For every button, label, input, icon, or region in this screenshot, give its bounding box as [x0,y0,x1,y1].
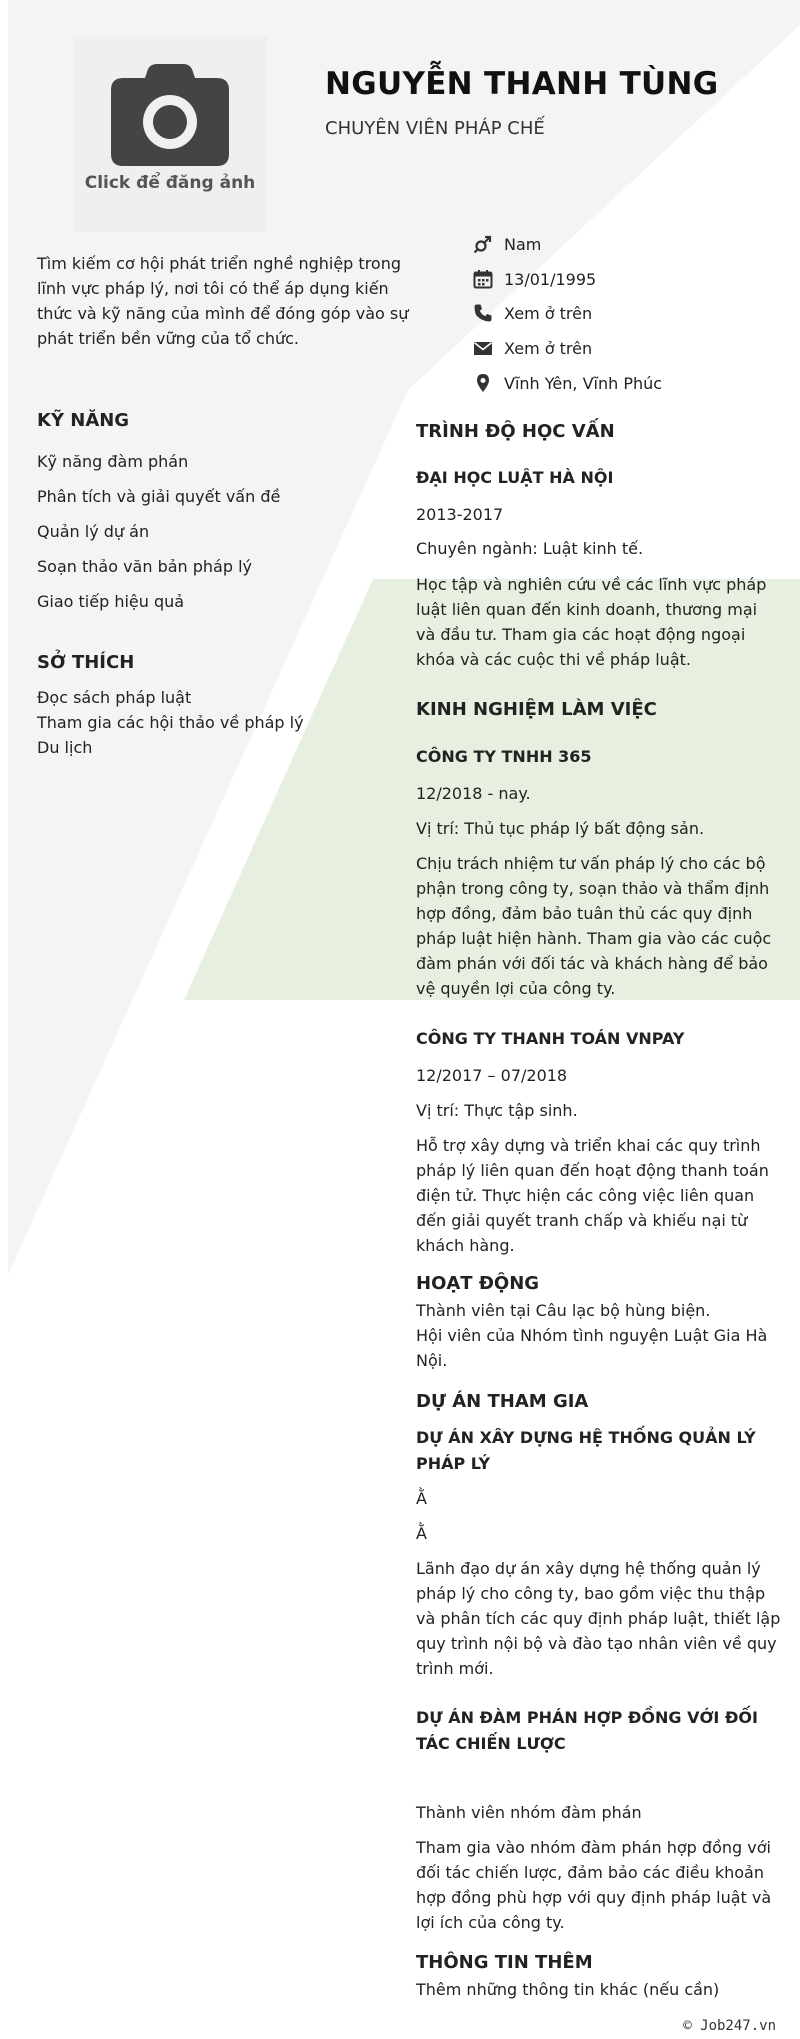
skill-item: Giao tiếp hiệu quả [37,592,185,611]
candidate-name: NGUYỄN THANH TÙNG [325,66,719,102]
phone-icon [473,303,493,323]
project-description: Lãnh đạo dự án xây dựng hệ thống quản lý pháp lý cho công ty, bao gồm việc thu thập và phân tích các quy định pháp luật, thiết lập quy trình nội bộ và đào tạo nhân viên về quy trình mới. [416,1559,781,1678]
hobby-item: Du lịch [37,738,93,757]
additional-heading: THÔNG TIN THÊM [416,1952,593,1973]
project-description: Tham gia vào nhóm đàm phán hợp đồng với đối tác chiến lược, đảm bảo các điều khoản hợp đồng phù hợp với quy định pháp luật và lợi ích của công ty. [416,1838,772,1932]
job-role: Vị trí: Thủ tục pháp lý bất động sản. [416,819,705,838]
additional-text: Thêm những thông tin khác (nếu cần) [416,1980,720,1999]
education-major: Chuyên ngành: Luật kinh tế. [416,539,644,558]
hobby-item: Đọc sách pháp luật [37,688,192,707]
camera-icon [111,62,229,166]
project-name: DỰ ÁN XÂY DỰNG HỆ THỐNG QUẢN LÝ PHÁP LÝ [416,1428,756,1473]
job-role: Vị trí: Thực tập sinh. [416,1101,578,1120]
skills-heading: KỸ NĂNG [37,410,130,431]
gender-icon [473,234,493,254]
job-period: 12/2017 – 07/2018 [416,1066,568,1085]
activities-heading: HOẠT ĐỘNG [416,1273,540,1294]
project-line: Ằ [416,1524,427,1543]
photo-caption: Click để đăng ảnh [84,173,256,193]
school-name: ĐẠI HỌC LUẬT HÀ NỘI [416,468,614,487]
experience-heading: KINH NGHIỆM LÀM VIỆC [416,699,657,720]
company-name: CÔNG TY THANH TOÁN VNPAY [416,1029,685,1048]
job-description: Chịu trách nhiệm tư vấn pháp lý cho các bộ phận trong công ty, soạn thảo và thẩm định hợp đồng, đảm bảo tuân thủ các quy định pháp luật hiện hành. Tham gia vào các cuộc đàm phán với đối tác và khách hàng để bảo vệ quyền lợi của công ty. [416,854,772,998]
project-line: Ằ [416,1489,427,1508]
company-name: CÔNG TY TNHH 365 [416,747,592,766]
info-location: Vĩnh Yên, Vĩnh Phúc [473,371,662,395]
info-email: Xem ở trên [473,336,592,360]
footer-watermark: © Job247.vn [683,2018,776,2034]
skill-item: Kỹ năng đàm phán [37,452,189,471]
project-name: DỰ ÁN ĐÀM PHÁN HỢP ĐỒNG VỚI ĐỐI TÁC CHIẾN LƯỢC [416,1708,758,1753]
job-title: CHUYÊN VIÊN PHÁP CHẾ [325,118,545,139]
skill-item: Quản lý dự án [37,522,150,541]
photo-upload[interactable] [73,36,267,232]
skill-item: Phân tích và giải quyết vấn đề [37,487,281,506]
info-phone: Xem ở trên [473,301,592,325]
info-birthdate: 13/01/1995 [473,267,596,291]
hobbies-list [37,685,304,760]
activity-item: Thành viên tại Câu lạc bộ hùng biện. [416,1301,711,1320]
education-heading: TRÌNH ĐỘ HỌC VẤN [416,421,615,442]
skill-item: Soạn thảo văn bản pháp lý [37,557,253,576]
education-years: 2013-2017 [416,505,504,524]
skills-list [37,452,280,627]
info-gender: Nam [473,232,541,256]
calendar-icon [473,269,493,289]
activity-item: Hội viên của Nhóm tình nguyện Luật Gia Hà Nội. [416,1326,768,1370]
job-description: Hỗ trợ xây dựng và triển khai các quy trình pháp lý liên quan đến hoạt động thanh toán điện tử. Thực hiện các công việc liên quan đến giải quyết tranh chấp và khiếu nại từ khách hàng. [416,1136,769,1255]
job-period: 12/2018 - nay. [416,784,531,803]
project-role: Thành viên nhóm đàm phán [416,1803,642,1822]
hobbies-heading: SỞ THÍCH [37,652,135,673]
education-description: Học tập và nghiên cứu về các lĩnh vực pháp luật liên quan đến kinh doanh, thương mại và đầu tư. Tham gia các hoạt động ngoại khóa và các cuộc thi về pháp luật. [416,575,767,669]
hobby-item: Tham gia các hội thảo về pháp lý [37,713,304,732]
location-icon [473,373,493,393]
email-icon [473,338,493,358]
career-objective: Tìm kiếm cơ hội phát triển nghề nghiệp trong lĩnh vực pháp lý, nơi tôi có thể áp dụng kiến thức và kỹ năng của mình để đóng góp vào sự phát triển bền vững của tổ chức. [37,254,409,348]
projects-heading: DỰ ÁN THAM GIA [416,1391,589,1412]
